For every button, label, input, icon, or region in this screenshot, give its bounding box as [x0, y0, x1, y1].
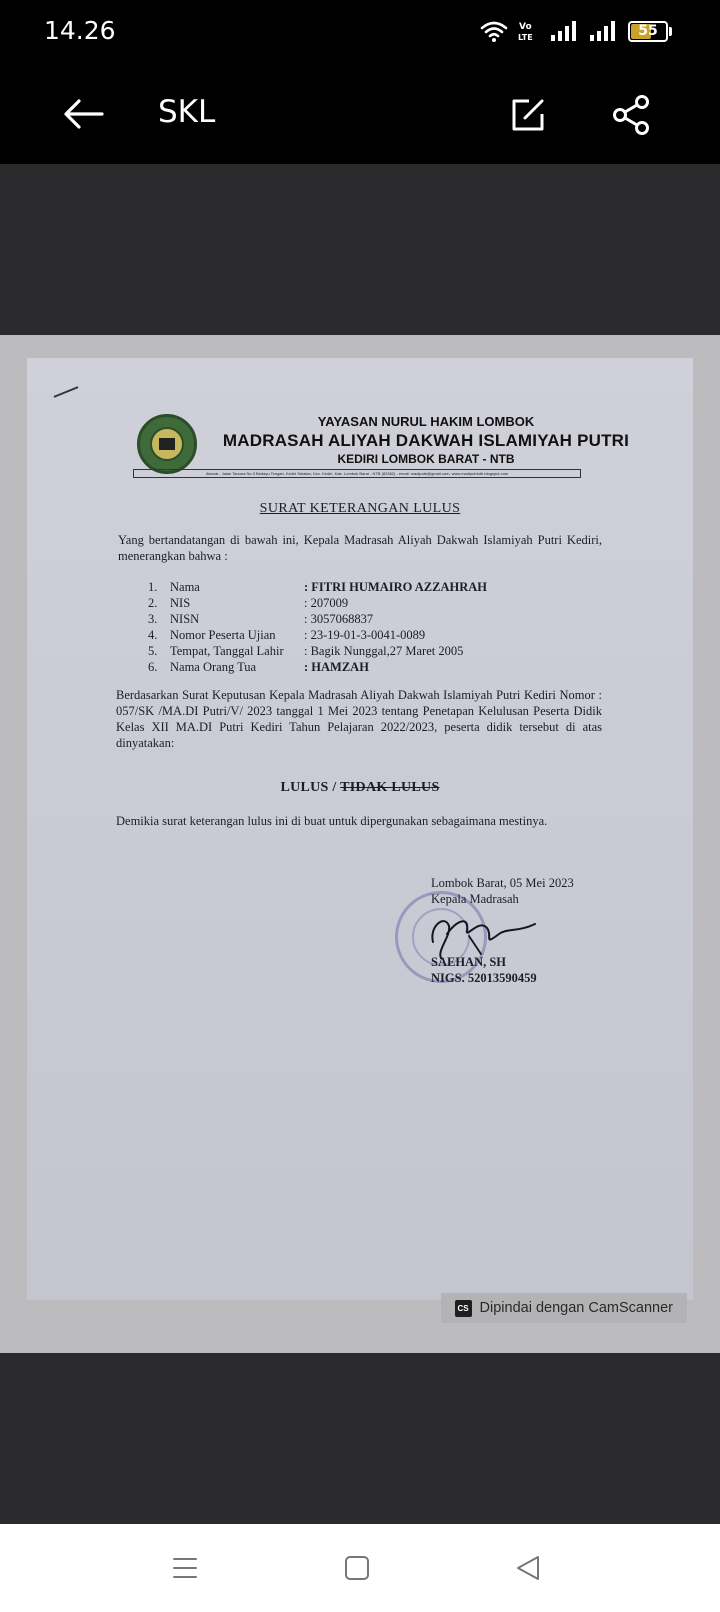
status-time: 14.26: [44, 16, 116, 45]
field-row: [148, 627, 487, 643]
place-date: Lombok Barat, 05 Mei 2023: [431, 876, 574, 890]
field-number: 2.: [148, 596, 158, 610]
navigation-bar: [0, 1524, 720, 1612]
volte-icon: [517, 19, 541, 43]
pen-mark: [54, 386, 79, 398]
app-bar: [0, 64, 720, 164]
camscanner-badge: [441, 1293, 687, 1323]
wifi-icon: [480, 19, 508, 43]
camscanner-icon: CS: [455, 1300, 472, 1317]
field-label: Nama Orang Tua: [170, 660, 257, 674]
field-label: Nomor Peserta Ujian: [170, 628, 276, 642]
school-region: KEDIRI LOMBOK BARAT - NTB: [337, 452, 515, 466]
field-number: 3.: [148, 612, 158, 626]
signal-icon: [550, 20, 580, 42]
field-label: NIS: [170, 596, 191, 610]
document-viewer[interactable]: [0, 164, 720, 1524]
field-number: 6.: [148, 660, 158, 674]
battery-icon: [628, 21, 672, 42]
edit-icon: [509, 96, 547, 134]
field-label: NISN: [170, 612, 200, 626]
field-row: [148, 579, 487, 595]
edit-button[interactable]: [500, 90, 556, 140]
field-value: : 23-19-01-3-0041-0089: [304, 628, 426, 642]
battery-level: 55: [638, 22, 658, 39]
school-address: Alamat : Jalan Tanuna No.3 Bedayu Tengah, Kediri Selatan, Kec. Kediri, Kab. Lombok Barat - NTB (83362) - email: madiputri@gmail.com, www.madiputrintb.blogspot.com: [133, 469, 581, 478]
share-button[interactable]: [604, 90, 660, 140]
field-value: : 3057068837: [304, 612, 374, 626]
result-pass: LULUS /: [280, 780, 341, 795]
back-triangle-icon: [514, 1554, 542, 1582]
svg-text:LTE: LTE: [518, 33, 533, 42]
school-logo-icon: [137, 414, 197, 474]
back-arrow-icon: [62, 98, 106, 130]
page-title: SKL: [158, 94, 216, 130]
school-name: MADRASAH ALIYAH DAKWAH ISLAMIYAH PUTRI: [222, 431, 630, 450]
field-value: : HAMZAH: [304, 660, 369, 674]
field-row: [148, 643, 487, 659]
signal-icon: [589, 20, 619, 42]
camscanner-label: Dipindai dengan CamScanner: [479, 1300, 673, 1316]
signer-name: SAEHAN, SH: [431, 955, 507, 969]
intro-paragraph: Yang bertandatangan di bawah ini, Kepala Madrasah Aliyah Dakwah Islamiyah Putri Kediri, menerangkan bahwa :: [118, 533, 602, 563]
share-icon: [611, 94, 653, 136]
menu-icon: [171, 1554, 199, 1582]
recent-apps-button[interactable]: [157, 1544, 213, 1592]
field-number: 5.: [148, 644, 158, 658]
result-statement: [27, 780, 693, 796]
status-bar: [0, 0, 720, 64]
status-icons: [480, 16, 672, 46]
field-number: 4.: [148, 628, 158, 642]
back-button[interactable]: [56, 90, 112, 138]
field-label: Nama: [170, 580, 200, 594]
foundation-name: YAYASAN NURUL HAKIM LOMBOK: [317, 414, 535, 429]
field-number: 1.: [148, 580, 158, 594]
home-square-icon: [343, 1554, 371, 1582]
decision-paragraph: Berdasarkan Surat Keputusan Kepala Madrasah Aliyah Dakwah Islamiyah Putri Kediri Nomor : 057/SK /MA.DI Putri/V/ 2023 tanggal 1 Mei 2023 tentang Penetapan Kelulusan Peserta Didik Kelas XII MA.DI Putri Kediri Tahun Pelajaran 2022/2023, peserta didik tersebut di atas dinyatakan:: [116, 688, 602, 750]
signer-nigs: NIGS. 52013590459: [431, 971, 537, 985]
signer-position: Kepala Madrasah: [431, 892, 519, 906]
field-label: Tempat, Tanggal Lahir: [170, 644, 284, 658]
field-row: [148, 611, 487, 627]
back-nav-button[interactable]: [500, 1544, 556, 1592]
page-frame: [0, 335, 720, 1353]
signature-block: [431, 875, 574, 907]
home-button[interactable]: [329, 1544, 385, 1592]
svg-text:Vo: Vo: [519, 22, 532, 32]
field-value: : FITRI HUMAIRO AZZAHRAH: [304, 580, 487, 594]
field-row: [148, 659, 487, 675]
field-value: : 207009: [304, 596, 349, 610]
result-fail-struck: TIDAK LULUS: [340, 780, 440, 795]
document-title: SURAT KETERANGAN LULUS: [259, 501, 461, 516]
field-row: [148, 595, 487, 611]
scanned-document[interactable]: [27, 358, 693, 1300]
student-fields: [148, 579, 487, 675]
closing-paragraph: Demikia surat keterangan lulus ini di buat untuk dipergunakan sebagaimana mestinya.: [116, 814, 548, 828]
field-value: : Bagik Nunggal,27 Maret 2005: [304, 644, 464, 658]
